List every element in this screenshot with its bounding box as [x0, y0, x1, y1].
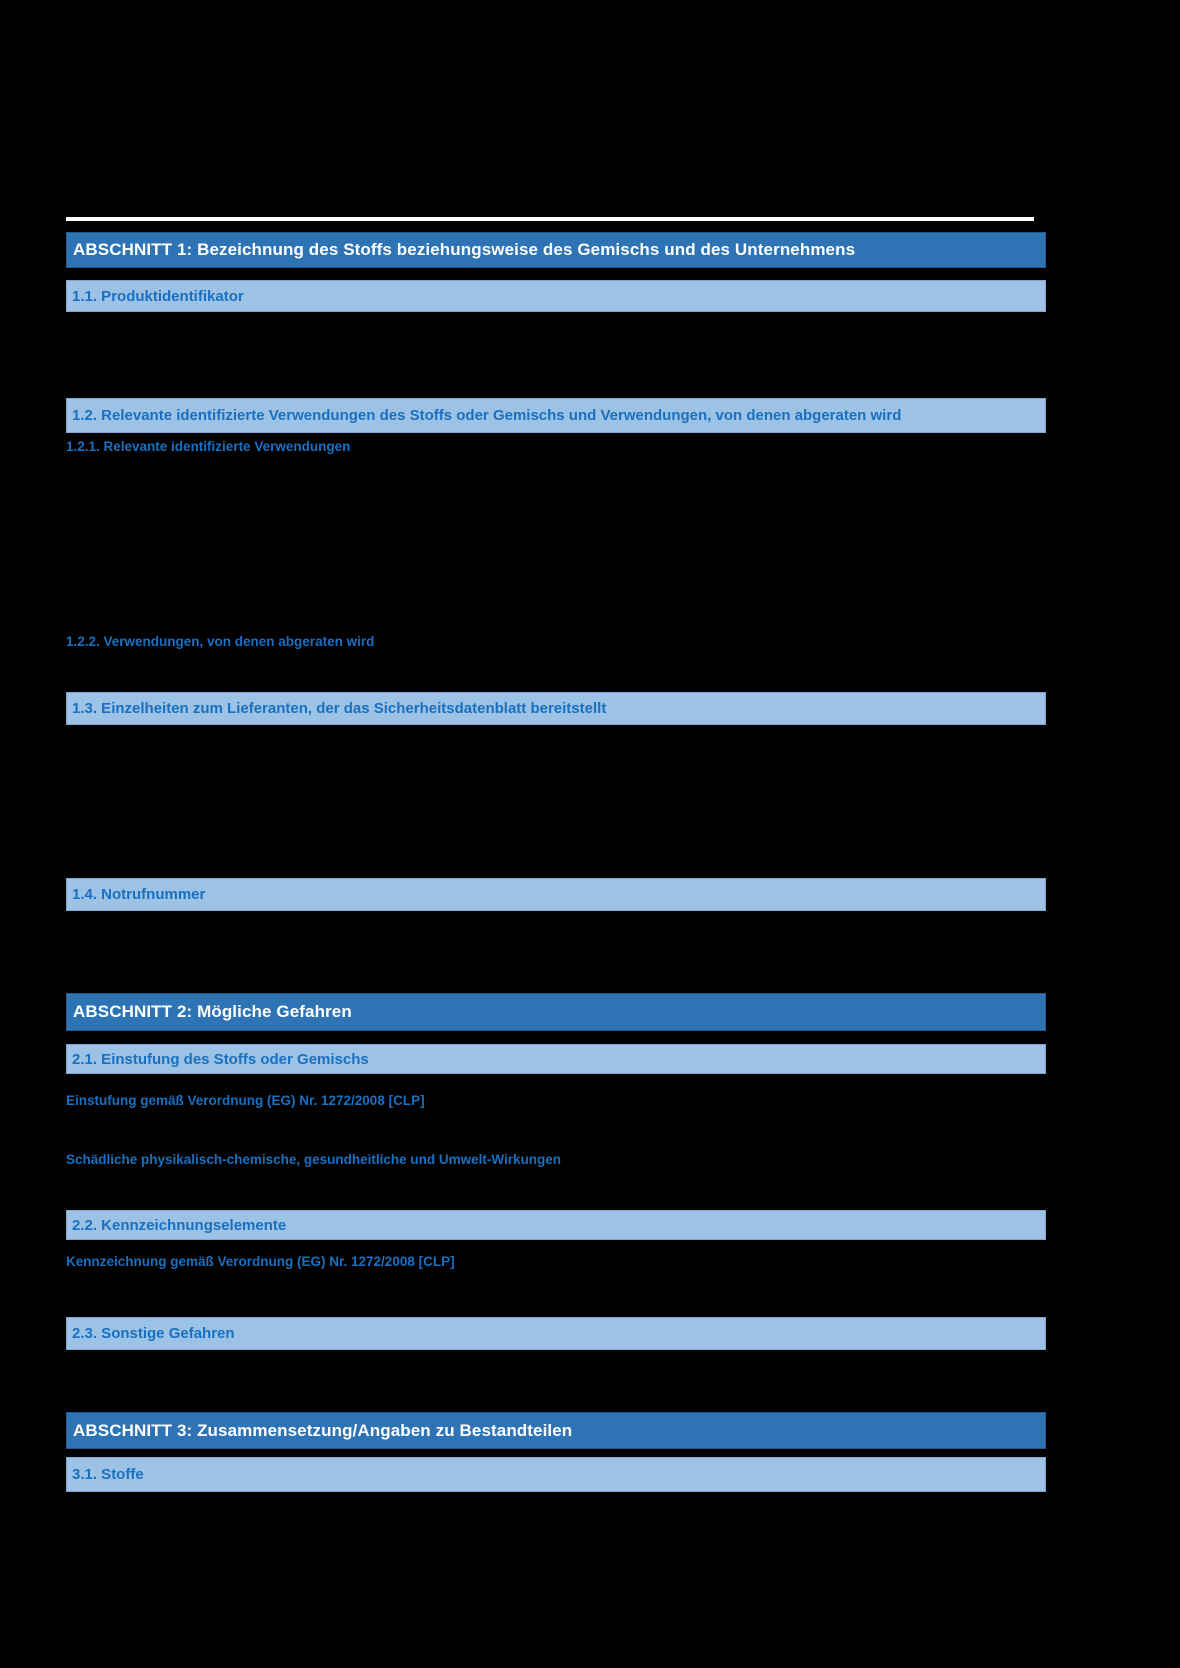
subsection-2-3-title: 2.3. Sonstige Gefahren	[72, 1325, 235, 1342]
section-3-header	[66, 1412, 1046, 1449]
subsection-1-3-title: 1.3. Einzelheiten zum Lieferanten, der das Sicherheitsdatenblatt bereitstellt	[72, 700, 607, 717]
subheading-1-2-1: 1.2.1. Relevante identifizierte Verwendungen	[66, 439, 351, 454]
subheading-1-2-2: 1.2.2. Verwendungen, von denen abgeraten wird	[66, 634, 375, 649]
subheading-schaedliche-wirkungen: Schädliche physikalisch-chemische, gesundheitliche und Umwelt-Wirkungen	[66, 1152, 561, 1167]
subheading-einstufung-clp: Einstufung gemäß Verordnung (EG) Nr. 1272/2008 [CLP]	[66, 1093, 425, 1108]
subsection-2-2-header	[66, 1210, 1046, 1240]
subsection-1-1-title: 1.1. Produktidentifikator	[72, 287, 244, 305]
section-2-title: ABSCHNITT 2: Mögliche Gefahren	[73, 1002, 352, 1021]
subsection-1-2-header	[66, 398, 1046, 433]
header-rule	[66, 217, 1034, 221]
section-1-title: ABSCHNITT 1: Bezeichnung des Stoffs beziehungsweise des Gemischs und des Unternehmens	[73, 240, 856, 259]
subsection-2-1-title: 2.1. Einstufung des Stoffs oder Gemischs	[72, 1050, 369, 1068]
subsection-2-1-header	[66, 1044, 1046, 1074]
subsection-1-4-title: 1.4. Notrufnummer	[72, 886, 206, 903]
subsection-2-3-header	[66, 1317, 1046, 1350]
subsection-3-1-header	[66, 1457, 1046, 1492]
section-1-header	[66, 232, 1046, 268]
subsection-3-1-title: 3.1. Stoffe	[72, 1466, 144, 1483]
subsection-1-2-title: 1.2. Relevante identifizierte Verwendungen des Stoffs oder Gemischs und Verwendungen, von denen abgeraten wird	[72, 407, 902, 424]
subsection-1-1-header	[66, 280, 1046, 312]
subsection-1-3-header	[66, 692, 1046, 725]
section-3-title: ABSCHNITT 3: Zusammensetzung/Angaben zu Bestandteilen	[73, 1420, 573, 1440]
subsection-1-4-header	[66, 878, 1046, 911]
subsection-2-2-title: 2.2. Kennzeichnungselemente	[72, 1216, 287, 1234]
section-2-header	[66, 993, 1046, 1031]
subheading-kennzeichnung-clp: Kennzeichnung gemäß Verordnung (EG) Nr. 1272/2008 [CLP]	[66, 1254, 455, 1269]
